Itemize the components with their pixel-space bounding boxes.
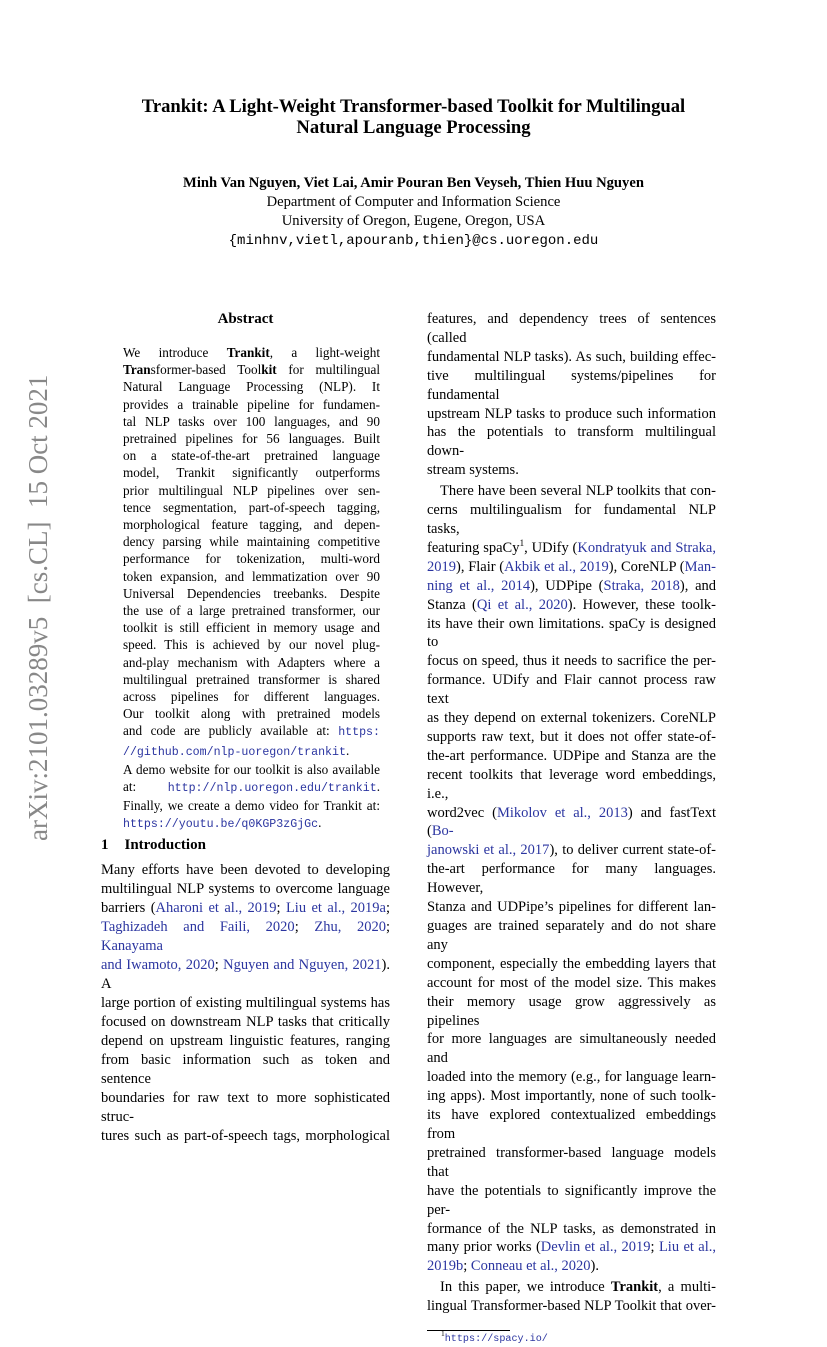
text-line [123, 413, 380, 430]
text-line [427, 766, 716, 804]
text-line [427, 539, 716, 558]
text-span: barriers ( [101, 899, 156, 916]
text-span: . [376, 779, 380, 795]
section-number: 1 [101, 836, 109, 853]
section-title: Introduction [124, 836, 206, 853]
text-span: featuring spaCy [427, 539, 520, 556]
text-line [427, 1257, 716, 1276]
text-line [427, 652, 716, 671]
text-span: sformer-based Tool [150, 362, 262, 378]
text-line [427, 955, 716, 974]
text-span: performance for tokenization, multi-word [123, 551, 380, 567]
text-line [123, 550, 380, 567]
text-span: their memory usage grow aggressively as pipelines [427, 993, 716, 1029]
text-span: ; [385, 899, 390, 916]
author-emails: {minhnv,vietl,apouranb,thien}@cs.uoregon.edu [228, 233, 599, 249]
citation-link[interactable]: Taghizadeh and Faili, 2020 [101, 918, 295, 935]
text-line [123, 671, 380, 688]
text-span: prior multilingual NLP pipelines over sen- [123, 482, 380, 498]
text-span: model, Trankit significantly outperforms [123, 465, 380, 481]
text-line [427, 993, 716, 1031]
text-line [123, 499, 380, 516]
text-span: has the potentials to transform multilingual down- [427, 424, 716, 460]
text-line [123, 568, 380, 585]
text-span: We introduce [123, 345, 227, 360]
text-span: loaded into the memory (e.g., for language learn- [427, 1069, 716, 1086]
text-line [427, 558, 716, 577]
citation-link[interactable]: Nguyen and Nguyen, 2021 [223, 956, 382, 973]
text-line [427, 1087, 716, 1106]
text-span: Universal Dependencies treebanks. Despite [123, 585, 380, 601]
text-line [427, 804, 716, 842]
citation-link[interactable]: Straka, 2018 [603, 577, 680, 594]
citation-link[interactable]: //github.com/nlp-uoregon/trankit [123, 745, 346, 759]
text-line [427, 1106, 716, 1144]
title-line-1: Trankit: A Light-Weight Transformer-based Toolkit for Multilingual [141, 96, 686, 117]
text-line [123, 705, 380, 722]
citation-link[interactable]: http://nlp.uoregon.edu/trankit [167, 782, 377, 796]
text-span: ) and fastText ( [427, 804, 716, 840]
abstract-body [123, 344, 380, 834]
text-span: , a light-weight [269, 345, 380, 360]
text-span: kit [261, 362, 277, 378]
text-span: ). However, these toolk- [567, 596, 716, 613]
text-span: component, especially the embedding layers that [427, 955, 716, 972]
text-line [123, 636, 380, 653]
footnote-mark: 1 [441, 1329, 445, 1339]
text-span: boundaries for raw text to more sophisticated struc- [101, 1089, 390, 1125]
text-line [427, 747, 716, 766]
text-span: multilingual pretrained transformer is shared [123, 671, 380, 687]
text-span: on a state-of-the-art pretrained language [123, 448, 380, 464]
citation-link[interactable]: Bo- [431, 823, 454, 840]
text-span: at: [123, 779, 168, 795]
citation-link[interactable]: 2019 [427, 558, 456, 575]
text-span: multilingual NLP systems to overcome language [101, 880, 390, 897]
text-span: Finally, we create a demo video for Trankit at: [123, 798, 380, 814]
text-span: , a multi- [658, 1279, 716, 1296]
text-line [123, 654, 380, 671]
text-span: and code are publicly available at: [123, 723, 339, 739]
footnote-link[interactable]: https://spacy.io/ [444, 1334, 548, 1346]
citation-link[interactable]: 2019b [427, 1258, 464, 1275]
text-line [101, 994, 390, 1013]
text-line [427, 1238, 716, 1257]
text-span: . [345, 742, 350, 758]
text-span: ), and [679, 577, 717, 594]
text-span: ; [385, 918, 391, 935]
abstract-heading: Abstract [217, 311, 274, 327]
text-span: speed. This is achieved by our novel plug- [123, 637, 380, 653]
text-span: formance. UDify and Flair cannot process raw text [427, 672, 716, 708]
text-line [427, 898, 716, 917]
citation-link[interactable]: Mikolov et al., 2013 [496, 804, 628, 821]
text-span: ; [276, 899, 286, 916]
text-span: for multilingual [276, 362, 380, 378]
text-line [101, 1127, 390, 1146]
text-span: features, and dependency trees of sentences (called [427, 311, 716, 346]
text-line [427, 596, 716, 615]
citation-link[interactable]: Aharoni et al., 2019 [155, 899, 277, 916]
text-span: as they depend on external tokenizers. CoreNLP [427, 710, 716, 727]
text-span: ), to deliver current state-of- [549, 842, 716, 859]
text-line [427, 615, 716, 653]
text-span: provides a trainable pipeline for fundamen- [123, 396, 380, 412]
text-line [123, 430, 380, 447]
text-span: token expansion, and lemmatization over 90 [123, 568, 380, 584]
text-line [427, 1297, 716, 1316]
citation-link[interactable]: ning et al., 2014 [427, 577, 531, 594]
left-column [101, 310, 390, 1146]
text-line [427, 671, 716, 709]
text-line [427, 405, 716, 424]
text-line [123, 533, 380, 550]
title-line-2: Natural Language Processing [296, 117, 531, 138]
text-line [427, 709, 716, 728]
text-span: ). A [101, 956, 391, 992]
text-span: across pipelines for different languages. [123, 689, 380, 705]
text-span: tal NLP tasks over 100 languages, and 90 [123, 413, 380, 429]
text-line [123, 761, 380, 778]
text-line [123, 688, 380, 705]
text-line [123, 797, 380, 814]
text-span: ; [294, 918, 315, 935]
text-line [101, 1051, 390, 1089]
text-span: toolkit is still efficient in memory usage and [123, 620, 380, 636]
text-line [427, 348, 716, 367]
text-line [123, 344, 380, 361]
text-line [427, 367, 716, 405]
university: University of Oregon, Eugene, Oregon, USA [281, 213, 546, 229]
citation-link[interactable]: Kondratyuk and Straka, [577, 539, 716, 556]
introduction-right-column [427, 310, 716, 1316]
text-line [101, 861, 390, 880]
text-span: Trankit [610, 1279, 659, 1296]
text-span: its have explored contextualized embeddings from [427, 1107, 716, 1142]
citation-link[interactable]: https://youtu.be/q0KGP3zGjGc [123, 818, 319, 832]
text-span: ; [463, 1258, 471, 1275]
text-line [427, 461, 716, 480]
text-line [427, 482, 716, 501]
text-span: ), CoreNLP ( [608, 558, 685, 575]
text-span: focus on speed, thus it needs to sacrifice the per- [427, 653, 716, 670]
text-span: ), UDPipe ( [530, 577, 604, 594]
authors: Minh Van Nguyen, Viet Lai, Amir Pouran Ben Veyseh, Thien Huu Nguyen [183, 175, 644, 191]
text-line [123, 585, 380, 602]
right-column [427, 310, 716, 1347]
text-span: Tran [123, 362, 151, 378]
text-line [427, 974, 716, 993]
citation-link[interactable]: https: [338, 726, 380, 740]
text-line [101, 1089, 390, 1127]
text-span: tures such as part-of-speech tags, morphological [101, 1127, 390, 1144]
text-span: focused on downstream NLP tasks that critically [101, 1013, 390, 1030]
citation-link[interactable]: Man- [684, 558, 716, 575]
text-span: ing apps). Most importantly, none of such toolk- [427, 1088, 716, 1105]
text-line [123, 742, 380, 761]
text-span: have the potentials to significantly improve the per- [427, 1182, 716, 1218]
text-span: the-art performance. UDPipe and Stanza are the [427, 747, 716, 764]
citation-link[interactable]: Qi et al., 2020 [476, 596, 568, 613]
citation-link[interactable]: Akbik et al., 2019 [504, 558, 609, 575]
text-span: the use of a large pretrained transformer, our [123, 603, 380, 619]
arxiv-identifier-stamp: arXiv:2101.03289v5 [cs.CL] 15 Oct 2021 [23, 374, 53, 842]
text-span: In this paper, we introduce [440, 1279, 611, 1296]
text-line [123, 619, 380, 636]
footnote-ref[interactable]: 1 [519, 539, 525, 550]
text-span: tence segmentation, part-of-speech tagging, [123, 499, 380, 515]
text-span: guages are trained separately and do not share any [427, 918, 716, 953]
text-span: tive multilingual systems/pipelines for fundamental [427, 367, 716, 403]
text-line [123, 396, 380, 413]
text-line [123, 722, 380, 741]
text-line [101, 918, 390, 956]
text-line [123, 778, 380, 797]
text-span: formance of the NLP tasks, as demonstrated in [427, 1220, 716, 1237]
text-span: ). [590, 1258, 599, 1275]
text-span: ; [214, 956, 224, 973]
text-span: A demo website for our toolkit is also available [123, 761, 380, 777]
introduction-left-column [101, 861, 390, 1146]
text-line [427, 860, 716, 898]
text-span: There have been several NLP toolkits that con- [440, 483, 716, 500]
text-span: supports raw text, but it does not offer state-of- [427, 728, 716, 745]
text-line [427, 841, 716, 860]
text-span: Stanza and UDPipe’s pipelines for different lan- [427, 899, 716, 916]
text-line [101, 899, 390, 918]
text-span: word2vec ( [427, 804, 497, 821]
citation-link[interactable]: Zhu, 2020 [314, 918, 386, 935]
text-span: and-play mechanism with Adapters where a [123, 654, 380, 670]
text-span: , UDify ( [524, 539, 578, 556]
citation-link[interactable]: Kanayama [101, 937, 163, 954]
text-line [427, 1068, 716, 1087]
text-span: Stanza ( [427, 596, 477, 613]
citation-link[interactable]: Devlin et al., 2019 [540, 1239, 651, 1256]
text-span: morphological feature tagging, and depen- [123, 517, 380, 533]
text-span: recent toolkits that leverage word embeddings, i.e., [427, 766, 716, 802]
text-line [123, 482, 380, 499]
text-span: many prior works ( [427, 1239, 541, 1256]
text-line [123, 464, 380, 481]
text-line [427, 728, 716, 747]
text-span: . [318, 815, 322, 831]
citation-link[interactable]: Liu et al., [658, 1239, 716, 1256]
text-span: depend on upstream linguistic features, ranging [101, 1032, 390, 1049]
text-span: ), Flair ( [456, 558, 505, 575]
text-line [427, 1278, 716, 1297]
citation-link[interactable]: Liu et al., 2019a [285, 899, 386, 916]
text-span: the-art performance for many languages. However, [427, 861, 716, 897]
text-span: from basic information such as token and sentence [101, 1051, 390, 1087]
text-line [123, 516, 380, 533]
text-span: Our toolkit along with pretrained models [123, 706, 380, 722]
text-line [427, 917, 716, 955]
text-line [123, 814, 380, 833]
text-line [427, 423, 716, 461]
text-line [427, 310, 716, 348]
text-line [123, 361, 380, 378]
text-span: Natural Language Processing (NLP). It [123, 379, 380, 395]
text-line [123, 378, 380, 395]
text-span: large portion of existing multilingual systems has [101, 994, 390, 1011]
text-span: dency parsing while maintaining competitive [123, 534, 380, 550]
text-span: ; [650, 1239, 659, 1256]
text-line [123, 447, 380, 464]
text-line [427, 577, 716, 596]
text-line [101, 1013, 390, 1032]
text-span: account for most of the model size. This makes [427, 974, 716, 991]
text-line [427, 1182, 716, 1220]
text-span: cerns multilingualism for fundamental NLP tasks, [427, 502, 716, 537]
text-span: Trankit [226, 345, 270, 360]
section-heading-introduction [101, 836, 390, 854]
footnote [441, 1331, 716, 1347]
text-line [427, 1220, 716, 1239]
text-line [101, 1032, 390, 1051]
citation-link[interactable]: janowski et al., 2017 [427, 842, 550, 859]
text-span: lingual Transformer-based NLP Toolkit that over- [427, 1298, 716, 1315]
text-span: pretrained transformer-based language models that [427, 1144, 716, 1180]
department: Department of Computer and Information Science [266, 194, 561, 210]
text-span: for more languages are simultaneously needed and [427, 1031, 716, 1067]
text-span: pretrained pipelines for 56 languages. Built [123, 431, 380, 447]
citation-link[interactable]: Conneau et al., 2020 [470, 1258, 591, 1275]
text-line [101, 956, 390, 994]
text-line [427, 501, 716, 539]
text-line [427, 1144, 716, 1182]
text-span: fundamental NLP tasks). As such, building effec- [427, 348, 716, 365]
citation-link[interactable]: and Iwamoto, 2020 [101, 956, 215, 973]
text-span: its have their own limitations. spaCy is designed to [427, 615, 716, 651]
text-span: upstream NLP tasks to produce such information [427, 405, 716, 422]
text-line [123, 602, 380, 619]
text-span: stream systems. [427, 462, 519, 479]
text-line [101, 880, 390, 899]
text-span: Many efforts have been devoted to developing [101, 861, 390, 878]
text-line [427, 1030, 716, 1068]
paper-title [0, 96, 827, 138]
